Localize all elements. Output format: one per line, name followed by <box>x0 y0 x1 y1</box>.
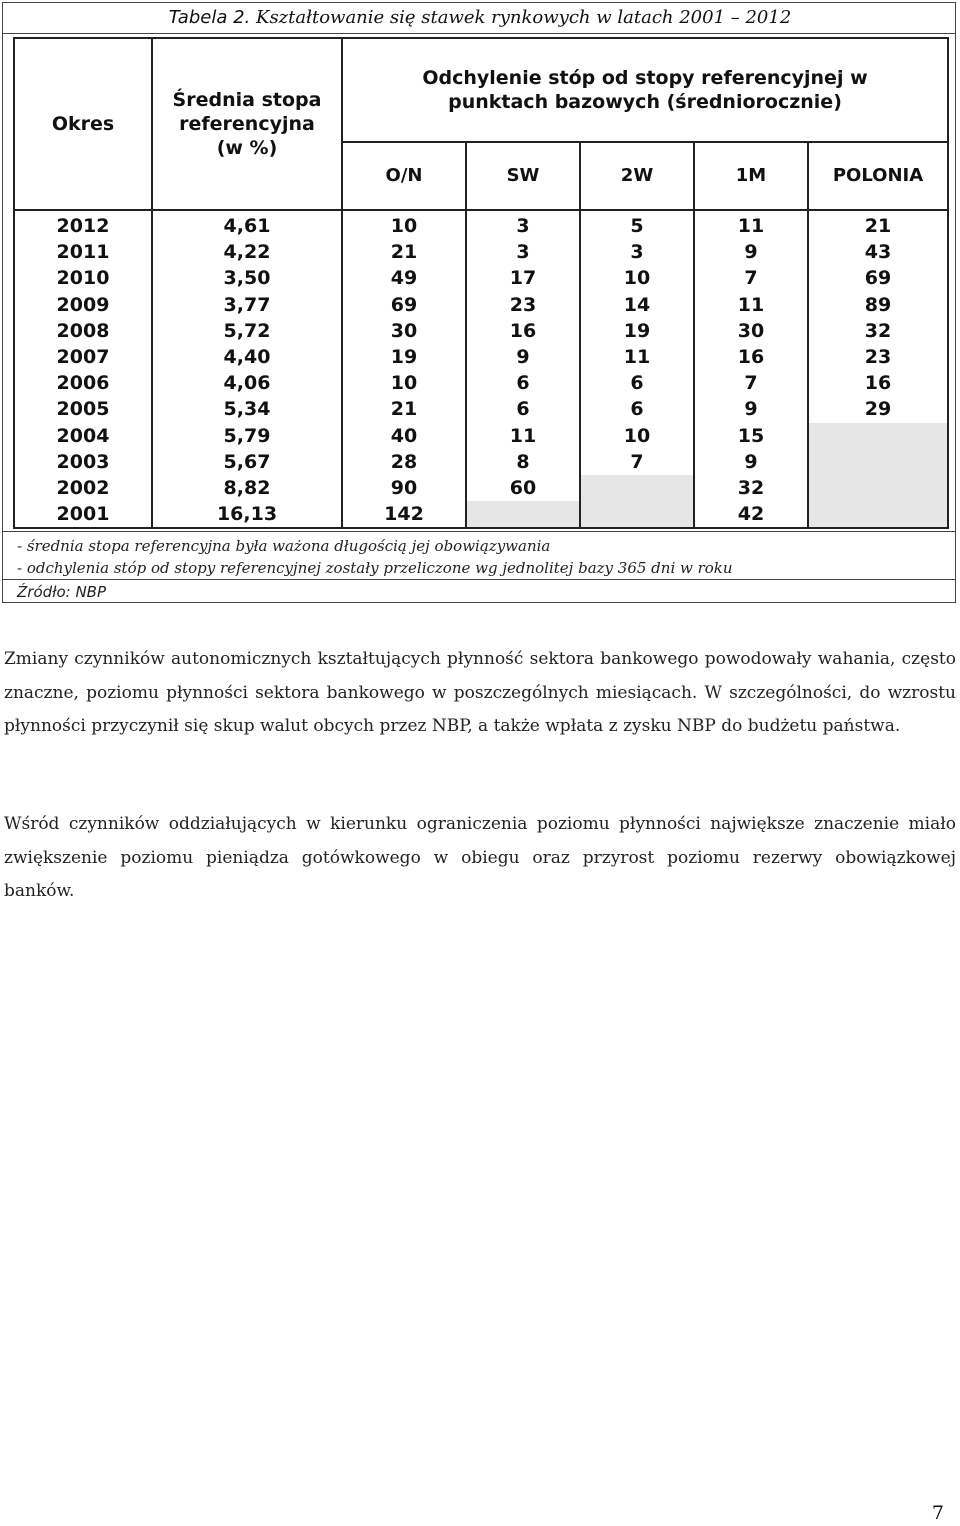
cell-rate: 5,79 <box>152 423 342 449</box>
cell-on: 49 <box>342 265 466 291</box>
cell-w2 <box>580 501 694 528</box>
cell-w2: 11 <box>580 344 694 370</box>
cell-year: 2005 <box>14 396 152 422</box>
cell-year: 2009 <box>14 292 152 318</box>
cell-on: 10 <box>342 370 466 396</box>
cell-m1: 32 <box>694 475 808 501</box>
cell-sw <box>466 501 580 528</box>
table-row <box>14 210 948 239</box>
cell-m1: 42 <box>694 501 808 528</box>
table-row <box>14 396 948 422</box>
cell-rate: 3,77 <box>152 292 342 318</box>
note-day-count-basis: - odchylenia stóp od stopy referencyjnej zostały przeliczone wg jednolitej bazy 365 dni w roku <box>17 559 733 577</box>
cell-rate: 4,06 <box>152 370 342 396</box>
cell-sw: 11 <box>466 423 580 449</box>
cell-sw: 3 <box>466 239 580 265</box>
cell-m1: 9 <box>694 396 808 422</box>
cell-rate: 16,13 <box>152 501 342 528</box>
cell-rate: 4,22 <box>152 239 342 265</box>
table-caption <box>3 7 957 28</box>
cell-year: 2008 <box>14 318 152 344</box>
cell-polonia: 69 <box>808 265 948 291</box>
cell-m1: 7 <box>694 265 808 291</box>
header-col-polonia: POLONIA <box>808 142 948 210</box>
header-col-on: O/N <box>342 142 466 210</box>
cell-polonia: 29 <box>808 396 948 422</box>
cell-w2: 6 <box>580 396 694 422</box>
cell-m1: 16 <box>694 344 808 370</box>
cell-rate: 8,82 <box>152 475 342 501</box>
table-row <box>14 370 948 396</box>
cell-on: 142 <box>342 501 466 528</box>
table-row <box>14 292 948 318</box>
cell-sw: 8 <box>466 449 580 475</box>
table-row <box>14 239 948 265</box>
cell-polonia: 32 <box>808 318 948 344</box>
cell-sw: 16 <box>466 318 580 344</box>
cell-w2 <box>580 475 694 501</box>
cell-on: 21 <box>342 239 466 265</box>
header-col-2w: 2W <box>580 142 694 210</box>
table-frame <box>2 2 956 603</box>
cell-w2: 10 <box>580 423 694 449</box>
cell-on: 90 <box>342 475 466 501</box>
cell-w2: 10 <box>580 265 694 291</box>
cell-year: 2001 <box>14 501 152 528</box>
cell-polonia: 21 <box>808 210 948 239</box>
cell-on: 40 <box>342 423 466 449</box>
cell-on: 19 <box>342 344 466 370</box>
table-caption-title: Kształtowanie się stawek rynkowych w latach 2001 – 2012 <box>256 7 792 28</box>
cell-rate: 5,67 <box>152 449 342 475</box>
table-row <box>14 423 948 449</box>
cell-rate: 4,61 <box>152 210 342 239</box>
cell-m1: 9 <box>694 239 808 265</box>
cell-w2: 3 <box>580 239 694 265</box>
cell-sw: 17 <box>466 265 580 291</box>
header-col-1m: 1M <box>694 142 808 210</box>
cell-polonia <box>808 501 948 528</box>
table-caption-lead: Tabela 2. <box>168 7 251 28</box>
cell-w2: 19 <box>580 318 694 344</box>
cell-year: 2003 <box>14 449 152 475</box>
cell-on: 10 <box>342 210 466 239</box>
cell-year: 2010 <box>14 265 152 291</box>
cell-polonia: 43 <box>808 239 948 265</box>
cell-polonia: 16 <box>808 370 948 396</box>
market-rates-table <box>13 37 949 529</box>
cell-m1: 15 <box>694 423 808 449</box>
table-row <box>14 344 948 370</box>
cell-year: 2012 <box>14 210 152 239</box>
table-notes <box>17 535 733 579</box>
table-row <box>14 449 948 475</box>
cell-sw: 60 <box>466 475 580 501</box>
cell-on: 30 <box>342 318 466 344</box>
cell-on: 21 <box>342 396 466 422</box>
cell-year: 2002 <box>14 475 152 501</box>
cell-rate: 3,50 <box>152 265 342 291</box>
header-reference-rate: Średnia stopa referencyjna (w %) <box>152 38 342 210</box>
cell-rate: 5,34 <box>152 396 342 422</box>
cell-sw: 9 <box>466 344 580 370</box>
cell-polonia: 23 <box>808 344 948 370</box>
page-number: 7 <box>931 1502 944 1524</box>
header-deviation-group: Odchylenie stóp od stopy referencyjnej w punktach bazowych (średniorocznie) <box>342 38 948 142</box>
table-row <box>14 318 948 344</box>
paragraph-liquidity-limiting-factors: Wśród czynników oddziałujących w kierunku ograniczenia poziomu płynności największe znaczenie miało zwiększenie poziomu pieniądza gotówkowego w obiegu oraz przyrost poziomu rezerwy obowiązkowej banków. <box>4 814 956 901</box>
cell-on: 69 <box>342 292 466 318</box>
cell-year: 2011 <box>14 239 152 265</box>
cell-w2: 7 <box>580 449 694 475</box>
notes-divider <box>3 531 955 532</box>
cell-polonia <box>808 423 948 449</box>
cell-sw: 3 <box>466 210 580 239</box>
cell-m1: 11 <box>694 210 808 239</box>
cell-w2: 6 <box>580 370 694 396</box>
cell-rate: 5,72 <box>152 318 342 344</box>
cell-year: 2006 <box>14 370 152 396</box>
cell-polonia <box>808 475 948 501</box>
table-row <box>14 475 948 501</box>
cell-w2: 5 <box>580 210 694 239</box>
paragraph-liquidity-changes: Zmiany czynników autonomicznych kształtujących płynność sektora bankowego powodowały wahania, często znaczne, poziomu płynności sektora bankowego w poszczególnych miesiącach. W szczególności, do wzrostu płynności przyczynił się skup walut obcych przez NBP, a także wpłata z zysku NBP do budżetu państwa. <box>4 649 956 736</box>
caption-divider <box>3 33 955 34</box>
cell-m1: 11 <box>694 292 808 318</box>
source-divider <box>3 579 955 580</box>
cell-rate: 4,40 <box>152 344 342 370</box>
cell-polonia: 89 <box>808 292 948 318</box>
cell-m1: 30 <box>694 318 808 344</box>
table-source: Źródło: NBP <box>17 583 107 601</box>
table-body <box>14 210 948 528</box>
cell-polonia <box>808 449 948 475</box>
cell-m1: 7 <box>694 370 808 396</box>
table-row <box>14 501 948 528</box>
header-col-sw: SW <box>466 142 580 210</box>
cell-sw: 6 <box>466 396 580 422</box>
cell-m1: 9 <box>694 449 808 475</box>
cell-year: 2004 <box>14 423 152 449</box>
header-period: Okres <box>14 38 152 210</box>
cell-on: 28 <box>342 449 466 475</box>
cell-w2: 14 <box>580 292 694 318</box>
cell-sw: 6 <box>466 370 580 396</box>
note-weighted-average: - średnia stopa referencyjna była ważona długością jej obowiązywania <box>17 537 551 555</box>
table-row <box>14 265 948 291</box>
cell-year: 2007 <box>14 344 152 370</box>
cell-sw: 23 <box>466 292 580 318</box>
